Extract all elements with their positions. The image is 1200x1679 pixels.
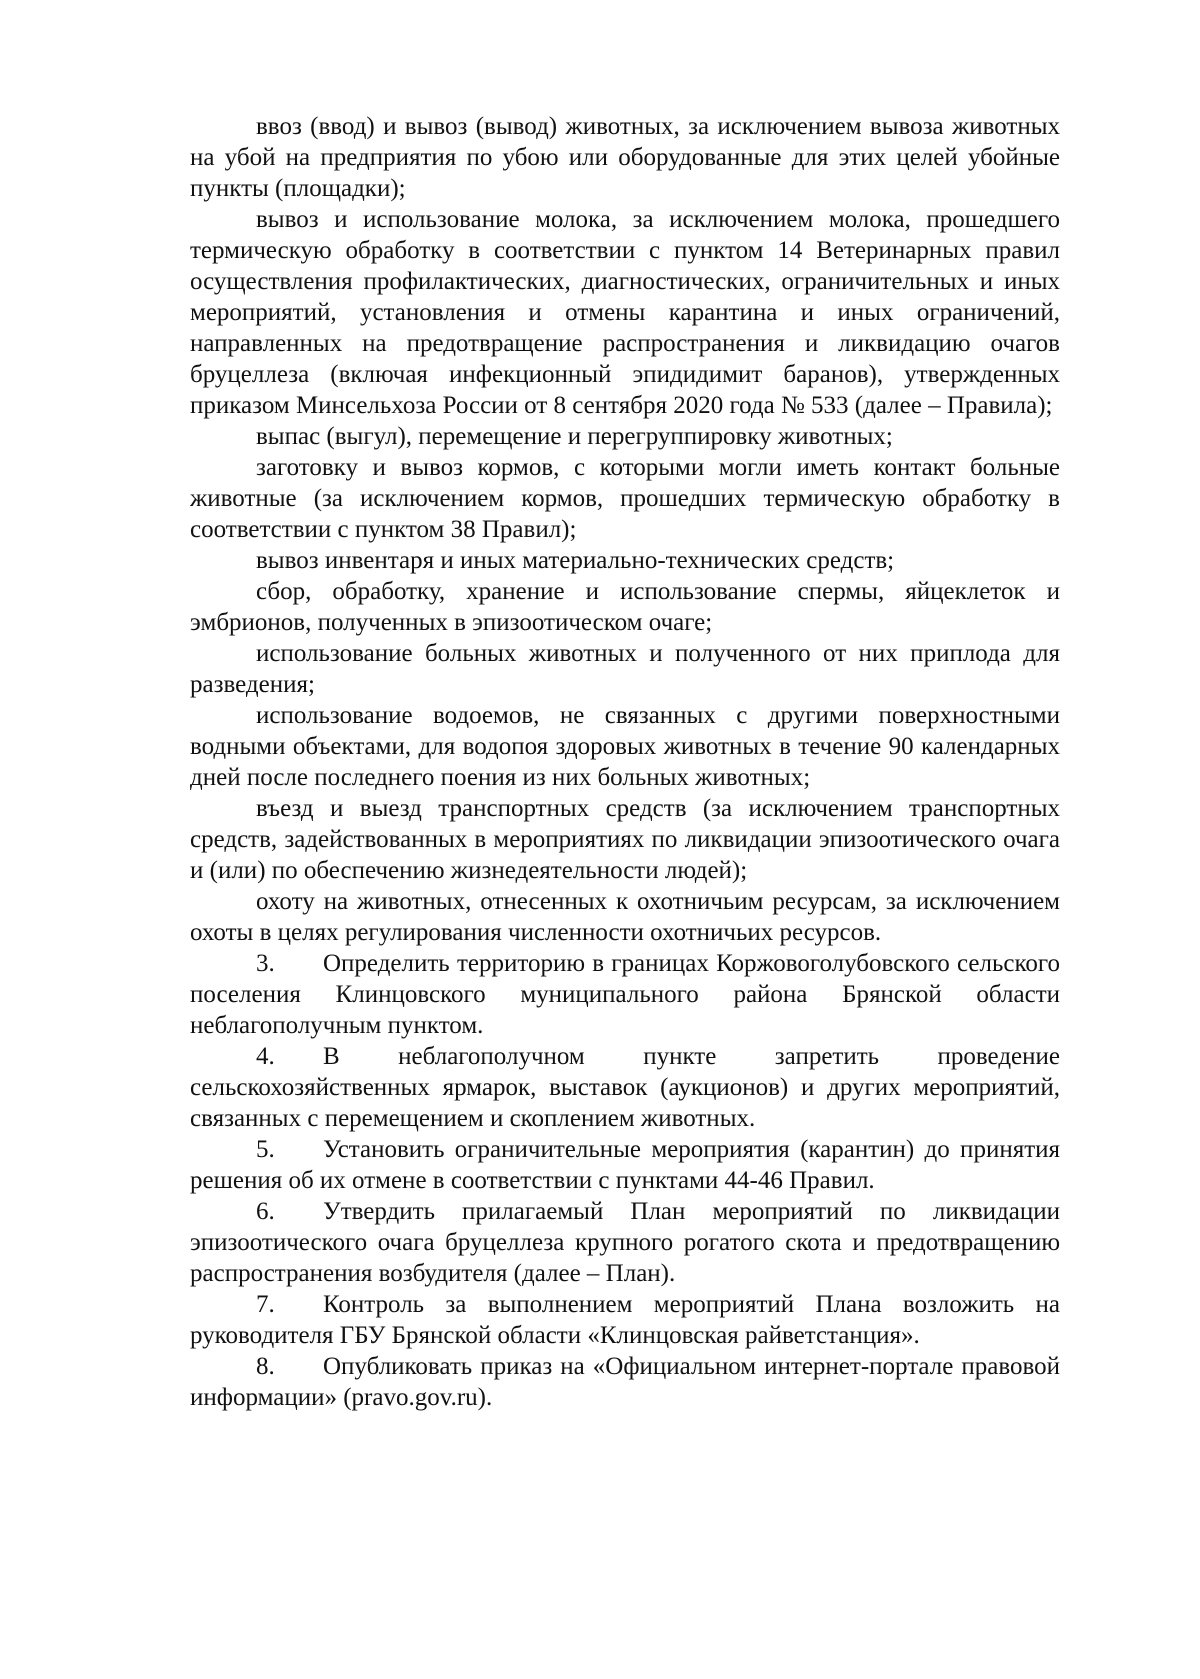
restriction-item: вывоз и использование молока, за исключением молока, прошедшего термическую обработку в соответствии с пунктом 14 Ветеринарных правил осуществления профилактических, диагностических, ограничительных и иных мероприятий, установления и отмены карантина и иных ограничений, направленных на предотвращение распространения и ликвидацию очагов бруцеллеза (включая инфекционный эпидидимит баранов), утвержденных приказом Минсельхоза России от 8 сентября 2020 года № 533 (далее – Правила); — [190, 206, 1060, 419]
clause-number: 6. — [256, 1198, 275, 1225]
clause-text: Установить ограничительные мероприятия (карантин) до принятия решения об их отмене в соответствии с пунктами 44-46 Правил. — [190, 1136, 1060, 1194]
clause-number: 8. — [256, 1353, 275, 1380]
restriction-item: охоту на животных, отнесенных к охотничьим ресурсам, за исключением охоты в целях регулирования численности охотничьих ресурсов. — [190, 888, 1060, 946]
restriction-item: выпас (выгул), перемещение и перегруппировку животных; — [256, 423, 893, 450]
clause-number: 7. — [256, 1291, 275, 1318]
clause-text: Контроль за выполнением мероприятий Плана возложить на руководителя ГБУ Брянской области «Клинцовская райветстанция». — [190, 1291, 1060, 1349]
restriction-item: вывоз инвентаря и иных материально-технических средств; — [256, 547, 895, 574]
clause-text: В неблагополучном пункте запретить проведение сельскохозяйственных ярмарок, выставок (аукционов) и других мероприятий, связанных с перемещением и скоплением животных. — [190, 1043, 1060, 1132]
restriction-item: въезд и выезд транспортных средств (за исключением транспортных средств, задействованных в мероприятиях по ликвидации эпизоотического очага и (или) по обеспечению жизнедеятельности людей); — [190, 795, 1060, 884]
clause-text: Утвердить прилагаемый План мероприятий по ликвидации эпизоотического очага бруцеллеза крупного рогатого скота и предотвращению распространения возбудителя (далее – План). — [190, 1198, 1060, 1287]
clause-text: Определить территорию в границах Коржовоголубовского сельского поселения Клинцовского муниципального района Брянской области неблагополучным пунктом. — [190, 950, 1060, 1039]
clause-number: 3. — [256, 950, 275, 977]
numbered-clause-7 — [190, 1289, 1060, 1351]
numbered-clause-8 — [190, 1351, 1060, 1413]
numbered-clause-5 — [190, 1134, 1060, 1196]
restriction-item: ввоз (ввод) и вывоз (вывод) животных, за исключением вывоза животных на убой на предприятия по убою или оборудованные для этих целей убойные пункты (площадки); — [190, 113, 1060, 202]
restriction-item: использование больных животных и полученного от них приплода для разведения; — [190, 640, 1060, 698]
restriction-item: сбор, обработку, хранение и использование спермы, яйцеклеток и эмбрионов, полученных в эпизоотическом очаге; — [190, 578, 1060, 636]
clause-number: 5. — [256, 1136, 275, 1163]
numbered-clause-4 — [190, 1041, 1060, 1134]
document-body — [190, 111, 1060, 1413]
numbered-clause-3 — [190, 948, 1060, 1041]
numbered-clause-6 — [190, 1196, 1060, 1289]
clause-text: Опубликовать приказ на «Официальном интернет-портале правовой информации» (pravo.gov.ru). — [190, 1353, 1060, 1411]
restriction-item: заготовку и вывоз кормов, с которыми могли иметь контакт больные животные (за исключением кормов, прошедших термическую обработку в соответствии с пунктом 38 Правил); — [190, 454, 1060, 543]
clause-number: 4. — [256, 1043, 275, 1070]
restriction-item: использование водоемов, не связанных с другими поверхностными водными объектами, для водопоя здоровых животных в течение 90 календарных дней после последнего поения из них больных животных; — [190, 702, 1060, 791]
